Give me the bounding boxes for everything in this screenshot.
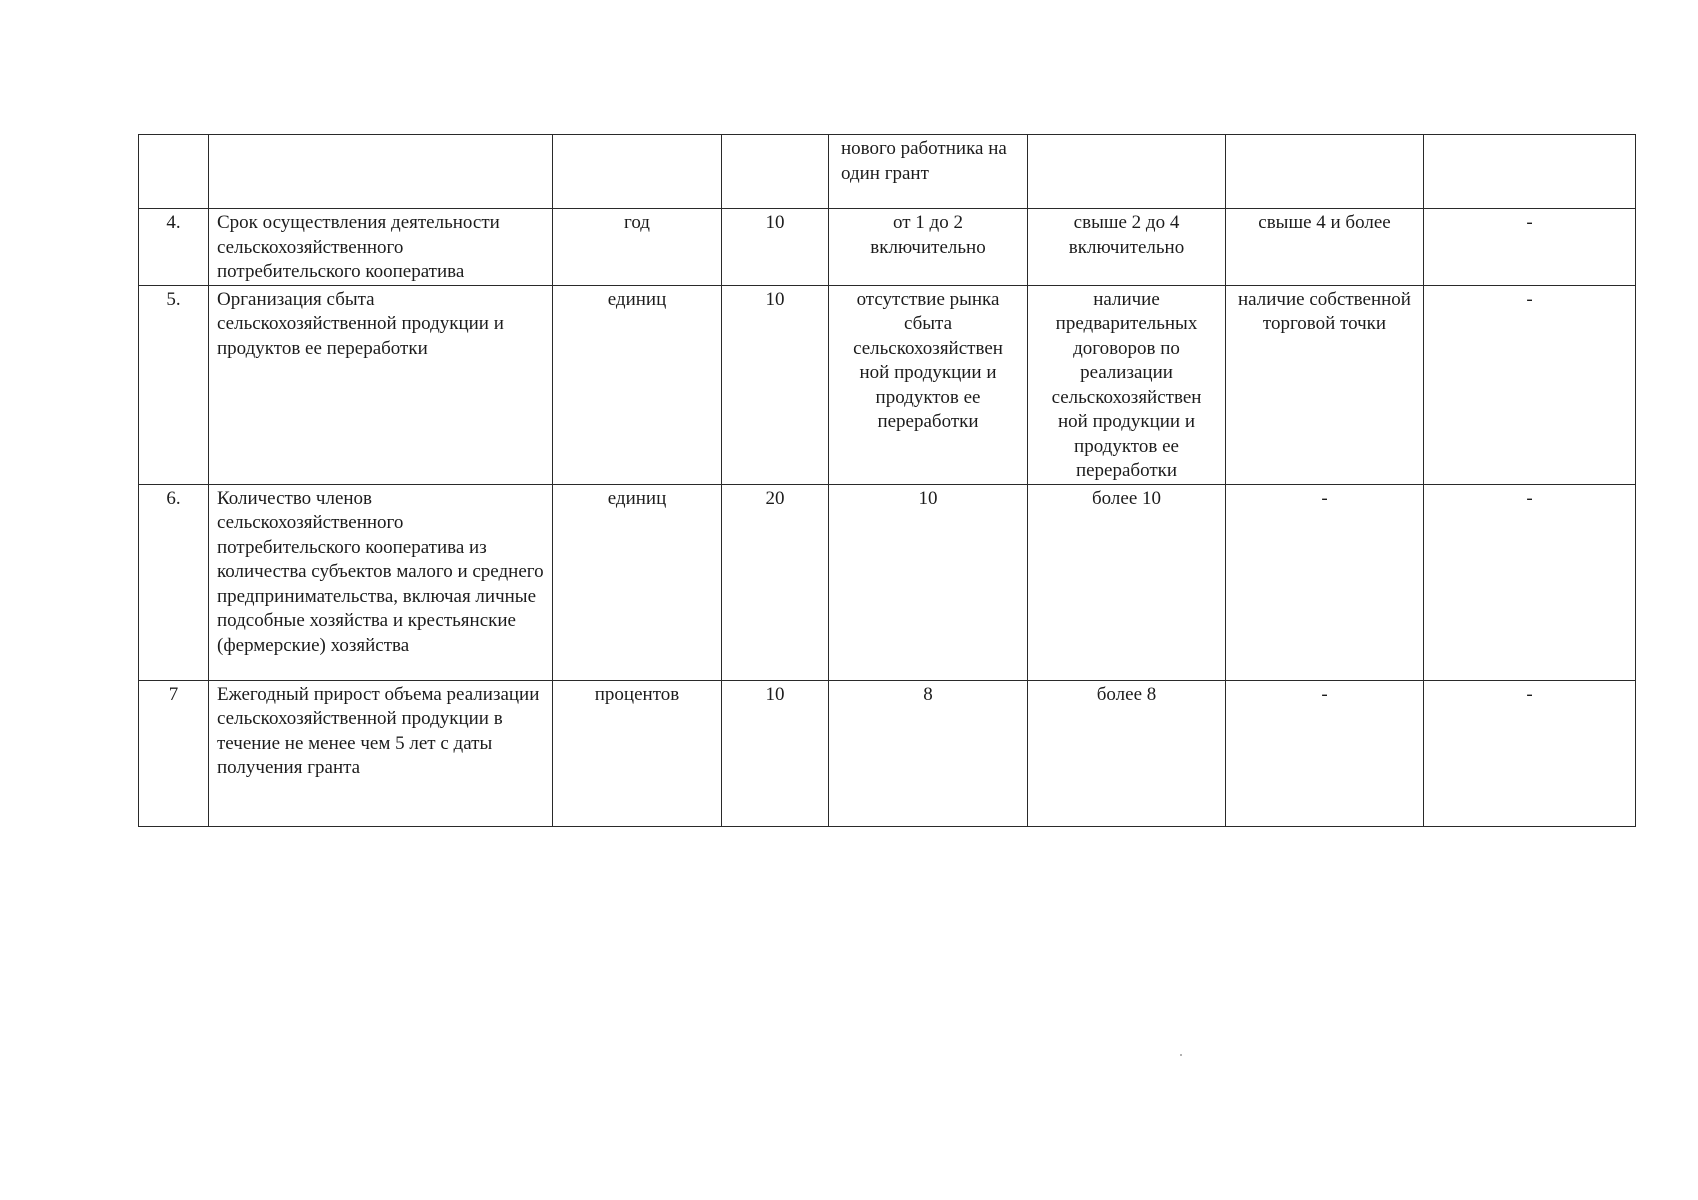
cell-value-3: -	[1226, 680, 1424, 826]
cell-value-2: наличие предварительных договоров по реализации сельскохозяйствен ной продукции и продуктов ее переработки	[1028, 285, 1226, 484]
table-row-continuation	[139, 135, 1636, 209]
cell-number: 4.	[139, 209, 209, 286]
cell-criterion-name: Срок осуществления деятельности сельскохозяйственного потребительского кооператива	[209, 209, 553, 286]
cell-weight	[722, 135, 829, 209]
table-row	[139, 209, 1636, 286]
cell-unit	[553, 135, 722, 209]
table-row	[139, 680, 1636, 826]
cell-weight: 10	[722, 209, 829, 286]
cell-number: 5.	[139, 285, 209, 484]
cell-number: 7	[139, 680, 209, 826]
cell-value-3: -	[1226, 484, 1424, 680]
cell-number	[139, 135, 209, 209]
cell-value-2: более 10	[1028, 484, 1226, 680]
cell-number: 6.	[139, 484, 209, 680]
table-row	[139, 484, 1636, 680]
cell-value-1: отсутствие рынка сбыта сельскохозяйствен ной продукции и продуктов ее переработки	[829, 285, 1028, 484]
cell-weight: 10	[722, 285, 829, 484]
cell-criterion-name: Организация сбыта сельскохозяйственной продукции и продуктов ее переработки	[209, 285, 553, 484]
cell-value-3: свыше 4 и более	[1226, 209, 1424, 286]
cell-value-2	[1028, 135, 1226, 209]
cell-unit: год	[553, 209, 722, 286]
cell-unit: процентов	[553, 680, 722, 826]
cell-criterion-name	[209, 135, 553, 209]
cell-value-1: от 1 до 2 включительно	[829, 209, 1028, 286]
cell-value-2: более 8	[1028, 680, 1226, 826]
cell-criterion-name: Количество членов сельскохозяйственного потребительского кооператива из количества субъектов малого и среднего предпринимательства, включая личные подсобные хозяйства и крестьянские (фермерские) хозяйства	[209, 484, 553, 680]
cell-value-1: нового работника на один грант	[829, 135, 1028, 209]
cell-value-3	[1226, 135, 1424, 209]
cell-value-1: 10	[829, 484, 1028, 680]
table-row	[139, 285, 1636, 484]
cell-value-2: свыше 2 до 4 включительно	[1028, 209, 1226, 286]
cell-unit: единиц	[553, 285, 722, 484]
cell-value-4: -	[1424, 285, 1636, 484]
cell-criterion-name: Ежегодный прирост объема реализации сельскохозяйственной продукции в течение не менее чем 5 лет с даты получения гранта	[209, 680, 553, 826]
cell-weight: 20	[722, 484, 829, 680]
criteria-table	[138, 134, 1636, 827]
cell-value-3: наличие собственной торговой точки	[1226, 285, 1424, 484]
cell-value-1: 8	[829, 680, 1028, 826]
cell-weight: 10	[722, 680, 829, 826]
cell-value-4	[1424, 135, 1636, 209]
scan-speck	[1180, 1054, 1182, 1056]
cell-value-4: -	[1424, 680, 1636, 826]
cell-unit: единиц	[553, 484, 722, 680]
cell-value-4: -	[1424, 209, 1636, 286]
cell-value-4: -	[1424, 484, 1636, 680]
